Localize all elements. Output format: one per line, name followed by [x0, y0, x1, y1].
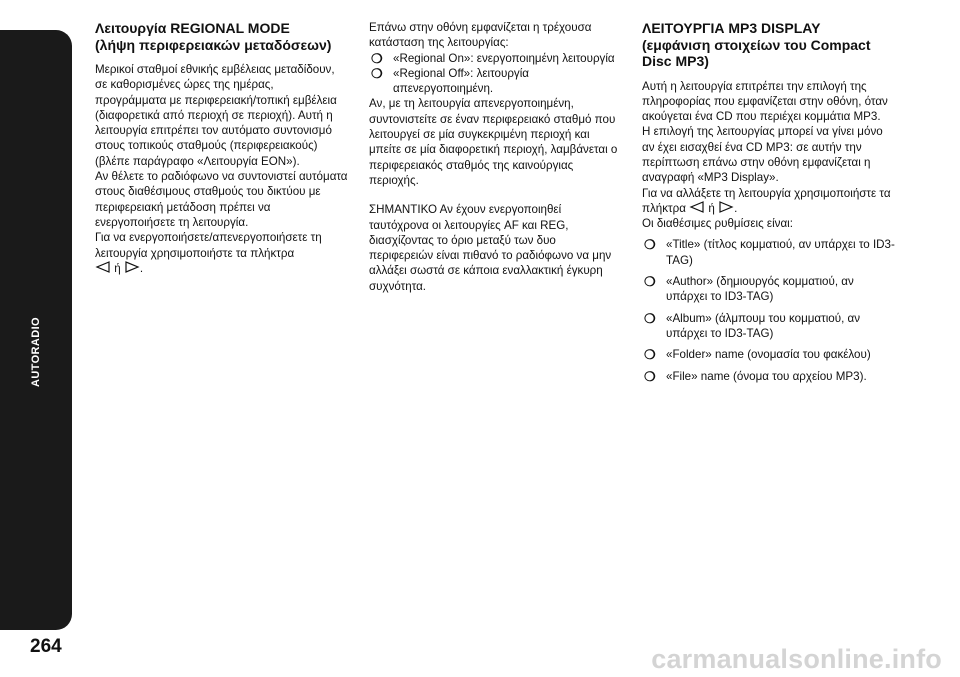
list-item: [369, 51, 621, 66]
paragraph-buttons: [95, 230, 348, 276]
section-heading-mp3-display: [642, 20, 897, 70]
list-item: [642, 369, 897, 384]
section-side-tab: [0, 30, 72, 630]
list-item-text: «Regional On»: ενεργοποιημένη λειτουργία: [393, 51, 615, 65]
triangle-left-icon: [689, 201, 705, 213]
paragraph: Αν, με τη λειτουργία απενεργοποιημένη, συντονιστείτε σε έναν περιφερειακό σταθμό που λειτουργεί σε μία συγκεκριμένη περιοχή και μπείτε σε μία διαφορετική περιοχή, λαμβάνεται ο περιφερειακός σταθμός της καινούργιας περιοχής.: [369, 97, 618, 187]
column-mp3-display: [642, 20, 897, 390]
paragraph: Οι διαθέσιμες ρυθμίσεις είναι:: [642, 217, 793, 231]
paragraph: Μερικοί σταθμοί εθνικής εμβέλειας μεταδίδουν, σε καθορισμένες ώρες της ημέρας, προγράμματα με περιφερειακή/τοπική εμβέλεια (διαφορετικά από περιοχή σε περιοχή). Αυτή η λειτουργία επιτρέπει τον αυτόματο συντονισμό στους τοπικούς σταθμούς (περιφερειακούς) (βλέπε παράγραφο «Λειτουργία EON»).: [95, 63, 337, 168]
heading-line: ΛΕΙΤΟΥΡΓΙΑ MP3 DISPLAY: [642, 20, 821, 36]
list-item: [642, 274, 897, 305]
list-item-text: «File» name (όνομα του αρχείου MP3).: [666, 369, 867, 383]
triangle-left-icon: [95, 261, 111, 273]
circle-bullet-icon: ❍: [644, 274, 656, 290]
circle-bullet-icon: ❍: [644, 310, 656, 326]
list-item-text: «Album» (άλμπουμ του κομματιού, αν υπάρχει το ID3-TAG): [666, 311, 861, 340]
period-text: .: [139, 261, 144, 275]
triangle-right-icon: [718, 201, 734, 213]
list-item-text: «Folder» name (ονομασία του φακέλου): [666, 348, 871, 362]
paragraph: Επάνω στην οθόνη εμφανίζεται η τρέχουσα κατάσταση της λειτουργίας:: [369, 21, 592, 50]
section-label: AUTORADIO: [30, 316, 42, 388]
heading-line: Λειτουργία REGIONAL MODE: [95, 20, 290, 36]
conjunction-text: ή: [114, 261, 121, 275]
paragraph: Η επιλογή της λειτουργίας μπορεί να γίνει μόνο αν έχει εισαχθεί ένα CD MP3: σε αυτήν την περίπτωση επάνω στην οθόνη εμφανίζεται η αναγραφή «MP3 Display».: [642, 125, 883, 185]
list-item: [369, 66, 621, 97]
heading-line: (λήψη περιφερειακών μεταδόσεων): [95, 36, 332, 53]
important-note: ΣΗΜΑΝΤΙΚΟ Αν έχουν ενεργοποιηθεί ταυτόχρονα οι λειτουργίες AF και REG, διασχίζοντας το όριο μεταξύ των δυο περιφερειών είναι πιθανό το ραδιόφωνο να μην αλλάξει σωστά σε κάποια εναλλακτική έγκυρη συχνότητα.: [369, 203, 612, 293]
paragraph-text: Για να ενεργοποιήσετε/απενεργοποιήσετε τη λειτουργία χρησιμοποιήστε τα πλήκτρα: [95, 231, 322, 260]
column-regional-mode: [95, 20, 348, 276]
list-item: [642, 311, 897, 342]
status-list: [369, 51, 621, 97]
period-text: .: [734, 201, 738, 215]
watermark: carmanualsonline.info: [651, 644, 942, 674]
triangle-right-icon: [124, 261, 140, 273]
circle-bullet-icon: ❍: [371, 65, 383, 81]
conjunction-text: ή: [708, 201, 715, 215]
heading-line: (εμφάνιση στοιχείων του Compact: [642, 36, 871, 53]
list-item-text: «Regional Off»: λειτουργία απενεργοποιημένη.: [393, 66, 529, 96]
circle-bullet-icon: ❍: [644, 368, 656, 384]
list-item: [642, 347, 897, 362]
circle-bullet-icon: ❍: [644, 237, 656, 253]
heading-line: Disc MP3): [642, 53, 709, 69]
circle-bullet-icon: ❍: [371, 50, 383, 66]
paragraph: Αυτή η λειτουργία επιτρέπει την επιλογή της πληροφορίας που εμφανίζεται στην οθόνη, όταν ακούγεται ένα CD που περιέχει κομμάτια MP3.: [642, 79, 888, 124]
page-number: 264: [30, 636, 62, 657]
paragraph-buttons: [642, 186, 897, 217]
list-item-text: «Title» (τίτλος κομματιού, αν υπάρχει το ID3-TAG): [666, 238, 895, 267]
column-regional-status: [369, 20, 621, 294]
list-item: [642, 237, 897, 268]
paragraph-text: Για να αλλάξετε τη λειτουργία χρησιμοποιήστε τα πλήκτρα: [642, 186, 891, 215]
list-item-text: «Author» (δημιουργός κομματιού, αν υπάρχει το ID3-TAG): [666, 275, 854, 304]
settings-list: [642, 237, 897, 383]
section-heading-regional-mode: [95, 20, 348, 53]
circle-bullet-icon: ❍: [644, 347, 656, 363]
paragraph: Αν θέλετε το ραδιόφωνο να συντονιστεί αυτόματα στους διαθέσιμους σταθμούς του δικτύου με περιφερειακή μετάδοση πρέπει να ενεργοποιήσετε τη λειτουργία.: [95, 170, 348, 229]
